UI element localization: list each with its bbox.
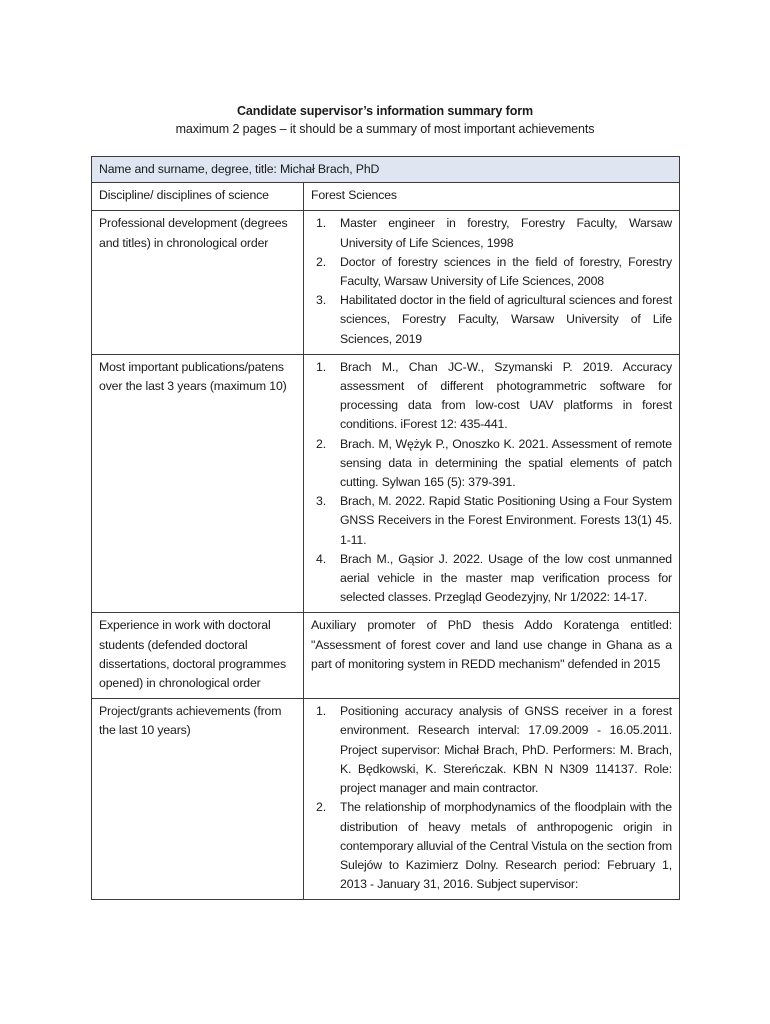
list-item-number: 3. — [316, 293, 326, 308]
list-item-number: 3. — [316, 494, 326, 509]
list-item — [311, 702, 672, 798]
discipline-value: Forest Sciences — [304, 183, 680, 211]
summary-table — [91, 156, 680, 900]
publications-row — [92, 354, 680, 613]
projects-row — [92, 699, 680, 900]
list-item — [311, 253, 672, 291]
form-subtitle: maximum 2 pages – it should be a summary of most important achievements — [175, 122, 595, 136]
list-item-number: 2. — [316, 436, 326, 451]
list-item — [311, 492, 672, 550]
publications-list — [311, 358, 672, 608]
list-item-text: Brach M., Gąsior J. 2022. Usage of the low cost unmanned aerial vehicle in the master map verification process for selected classes. Przegląd Geodezyjny, Nr 1/2022: 14-17. — [340, 551, 672, 605]
list-item-text: Brach M., Chan JC-W., Szymanski P. 2019. Accuracy assessment of different photogrammetric software for processing data from low-cost UAV platforms in forest conditions. iForest 12: 435-441. — [340, 359, 672, 432]
form-title: Candidate supervisor’s information summary form — [236, 104, 534, 118]
projects-value — [304, 699, 680, 900]
list-item-number: 1. — [316, 704, 326, 719]
professional-development-value — [304, 211, 680, 354]
list-item-number: 2. — [316, 254, 326, 269]
publications-label: Most important publications/patens over the last 3 years (maximum 10) — [92, 354, 304, 613]
name-cell: Name and surname, degree, title: Michał Brach, PhD — [92, 157, 680, 183]
list-item-text: Master engineer in forestry, Forestry Faculty, Warsaw University of Life Sciences, 1998 — [340, 216, 672, 250]
list-item-text: Habilitated doctor in the field of agricultural sciences and forest sciences, Forestry Faculty, Warsaw University of Life Sciences, 2019 — [340, 293, 672, 346]
list-item-text: Brach. M, Wężyk P., Onoszko K. 2021. Assessment of remote sensing data in determining the spatial elements of patch cutting. Sylwan 165 (5): 379-391. — [340, 436, 672, 490]
name-row — [92, 157, 680, 183]
list-item-text: The relationship of morphodynamics of the floodplain with the distribution of heavy metals of anthropogenic origin in contemporary alluvial of the Central Vistula on the section from Sulejów to Kazimierz Dolny. Research period: February 1, 2013 - January 31, 2016. Subject supervisor: — [340, 800, 672, 892]
discipline-label: Discipline/ disciplines of science — [92, 183, 304, 211]
list-item — [311, 291, 672, 349]
list-item — [311, 435, 672, 493]
list-item-number: 1. — [316, 216, 326, 231]
list-item-text: Doctor of forestry sciences in the field of forestry, Forestry Faculty, Warsaw University of Life Sciences, 2008 — [340, 254, 672, 289]
list-item-text: Positioning accuracy analysis of GNSS receiver in a forest environment. Research interval: 17.09.2009 - 16.05.2011. Project supervisor: Michał Brach, PhD. Performers: M. Brach, K. Będkowski, K. Stereńczak. KBN N N309 114137. Role: project manager and main contractor. — [340, 704, 672, 796]
doctoral-experience-value: Auxiliary promoter of PhD thesis Addo Koratenga entitled: "Assessment of forest cover and land use change in Ghana as a part of monitoring system in REDD mechanism" defended in 2015 — [304, 613, 680, 699]
projects-list — [311, 702, 672, 894]
list-item — [311, 358, 672, 435]
list-item — [311, 214, 672, 252]
projects-label: Project/grants achievements (from the last 10 years) — [92, 699, 304, 900]
list-item-number: 4. — [316, 551, 326, 566]
professional-development-list — [311, 214, 672, 348]
list-item — [311, 550, 672, 608]
discipline-row — [92, 183, 680, 211]
list-item-number: 1. — [316, 359, 326, 374]
doctoral-experience-label: Experience in work with doctoral students (defended doctoral dissertations, doctoral programmes opened) in chronological order — [92, 613, 304, 699]
professional-development-label: Professional development (degrees and titles) in chronological order — [92, 211, 304, 354]
list-item — [311, 798, 672, 894]
publications-value — [304, 354, 680, 613]
doctoral-experience-row — [92, 613, 680, 699]
professional-development-row — [92, 211, 680, 354]
list-item-text: Brach, M. 2022. Rapid Static Positioning Using a Four System GNSS Receivers in the Forest Environment. Forests 13(1) 45. 1-11. — [340, 494, 672, 547]
list-item-number: 2. — [316, 800, 326, 815]
